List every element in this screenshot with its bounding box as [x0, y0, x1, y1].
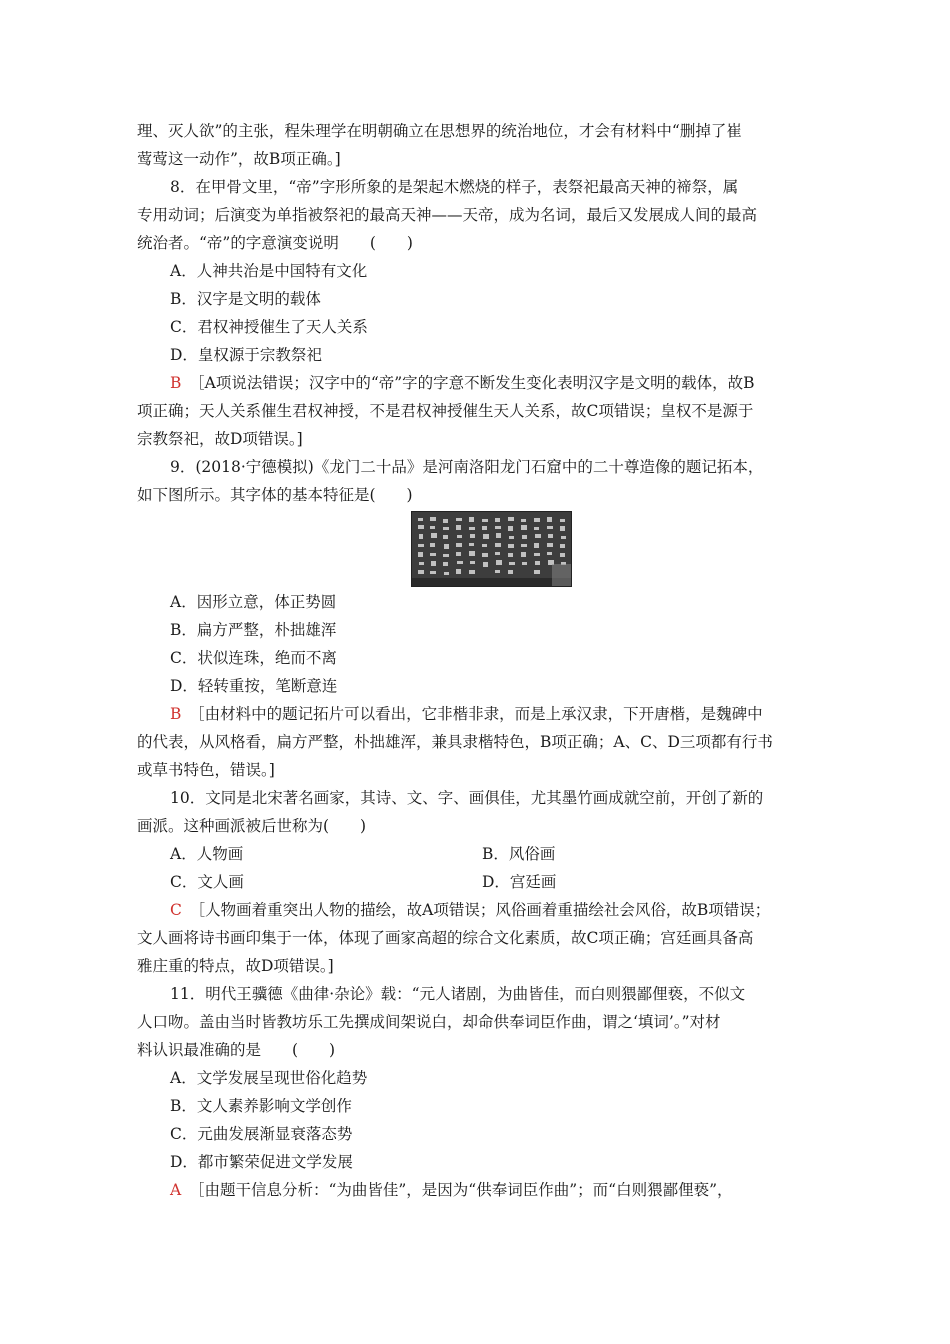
- question-10-stem: 10．文同是北宋著名画家，其诗、文、字、画俱佳，尤其墨竹画成就空前，开创了新的: [170, 789, 764, 807]
- text-line: 莺莺这一动作”，故B项正确。]: [137, 150, 341, 168]
- explanation-text: ［人物画着重突出人物的描绘，故A项错误；风俗画着重描绘社会风俗，故B项错误；: [189, 901, 771, 919]
- question-9-explanation: 或草书特色，错误。]: [137, 761, 275, 779]
- question-8-explanation: [170, 372, 850, 394]
- answer-letter: A: [170, 1181, 182, 1199]
- question-8-explanation: 项正确；天人关系催生君权神授，不是君权神授催生天人关系，故C项错误；皇权不是源于: [137, 402, 754, 420]
- question-10-option-d: D．宫廷画: [482, 873, 557, 891]
- question-11-option-a: A．文学发展呈现世俗化趋势: [170, 1069, 368, 1087]
- question-10-option-a: A．人物画: [170, 845, 244, 863]
- question-9-explanation: 的代表，从风格看，扁方严整，朴拙雄浑，兼具隶楷特色，B项正确；A、C、D三项都有行书: [137, 733, 773, 751]
- question-10-explanation: [170, 899, 850, 921]
- answer-letter: C: [170, 901, 182, 919]
- question-8-option-c: C．君权神授催生了天人关系: [170, 318, 368, 336]
- question-11-stem: 人口吻。盖由当时皆教坊乐工先撰成间架说白，却命供奉词臣作曲，谓之‘填词’。”对材: [137, 1013, 721, 1031]
- question-10-option-b: B．风俗画: [482, 845, 556, 863]
- question-11-option-c: C．元曲发展渐显衰落态势: [170, 1125, 353, 1143]
- question-11-explanation: [170, 1179, 850, 1201]
- rubbing-image: [411, 511, 572, 587]
- question-11-option-d: D．都市繁荣促进文学发展: [170, 1153, 353, 1171]
- answer-letter: B: [170, 705, 182, 723]
- explanation-text: ［由材料中的题记拓片可以看出，它非楷非隶，而是上承汉隶，下开唐楷，是魏碑中: [189, 705, 763, 723]
- question-9-option-d: D．轻转重按，笔断意连: [170, 677, 338, 695]
- question-9-option-a: A．因形立意，体正势圆: [170, 593, 337, 611]
- question-8-stem: 统治者。“帝”的字意演变说明 ( ): [137, 234, 413, 252]
- question-10-explanation: 文人画将诗书画印集于一体，体现了画家高超的综合文化素质，故C项正确；宫廷画具备高: [137, 929, 754, 947]
- question-11-stem: 11．明代王骥德《曲律·杂论》载：“元人诸剧，为曲皆佳，而白则猥鄙俚亵，不似文: [170, 985, 746, 1003]
- question-8-option-d: D．皇权源于宗教祭祀: [170, 346, 322, 364]
- question-9-option-b: B．扁方严整，朴拙雄浑: [170, 621, 337, 639]
- question-9-explanation: [170, 703, 850, 725]
- question-8-option-a: A．人神共治是中国特有文化: [170, 262, 368, 280]
- question-11-stem: 料认识最准确的是 ( ): [137, 1041, 336, 1059]
- question-9-option-c: C．状似连珠，绝而不离: [170, 649, 337, 667]
- question-9-stem: 9．(2018·宁德模拟)《龙门二十品》是河南洛阳龙门石窟中的二十尊造像的题记拓本，: [170, 458, 764, 476]
- question-8-stem: 8．在甲骨文里，“帝”字形所象的是架起木燃烧的样子，表祭祀最高天神的禘祭，属: [170, 178, 739, 196]
- question-10-option-c: C．文人画: [170, 873, 244, 891]
- question-11-option-b: B．文人素养影响文学创作: [170, 1097, 352, 1115]
- question-10-explanation: 雅庄重的特点，故D项错误。]: [137, 957, 334, 975]
- question-8-option-b: B．汉字是文明的载体: [170, 290, 321, 308]
- explanation-text: ［由题干信息分析：“为曲皆佳”，是因为“供奉词臣作曲”；而“白则猥鄙俚亵”，: [188, 1181, 733, 1199]
- answer-letter: B: [170, 374, 182, 392]
- explanation-text: ［A项说法错误；汉字中的“帝”字的字意不断发生变化表明汉字是文明的载体，故B: [189, 374, 755, 392]
- rubbing-texture: [412, 512, 571, 586]
- text-line: 理、灭人欲”的主张，程朱理学在明朝确立在思想界的统治地位，才会有材料中“删掉了崔: [137, 122, 742, 140]
- question-8-stem: 专用动词；后演变为单指被祭祀的最高天神——天帝，成为名词，最后又发展成人间的最高: [137, 206, 758, 224]
- question-10-stem: 画派。这种画派被后世称为( ): [137, 817, 367, 835]
- question-9-stem: 如下图所示。其字体的基本特征是( ): [137, 486, 413, 504]
- question-8-explanation: 宗教祭祀，故D项错误。]: [137, 430, 303, 448]
